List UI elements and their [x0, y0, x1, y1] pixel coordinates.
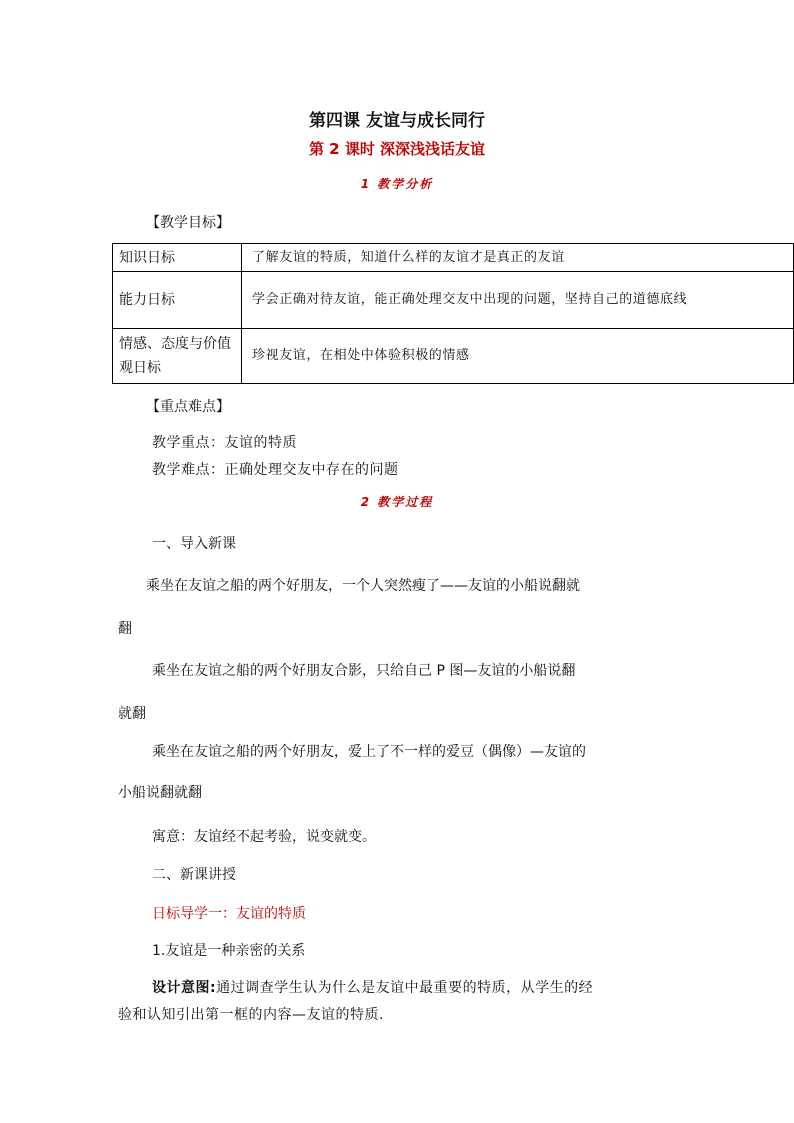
- table-row: [113, 272, 794, 329]
- intro-paragraph-1: 乘坐在友谊之船的两个好朋友，一个人突然瘦了——友谊的小船说翻就: [146, 578, 580, 594]
- table-row: [113, 329, 794, 384]
- design-intent-line-1: [152, 977, 593, 997]
- section-heading-analysis: 1 教学分析: [360, 177, 434, 191]
- guide-title: 日标导学一：友谊的特质: [152, 906, 306, 922]
- lesson-heading: 二、新课讲授: [152, 867, 236, 883]
- lesson-subtitle: 第 2 课时 深深浅浅话友谊: [308, 140, 486, 158]
- page-title: 第四课 友谊与成长同行: [309, 111, 485, 131]
- goal-value-cell: 珍视友谊，在相处中体验积极的情感: [242, 329, 794, 384]
- intro-paragraph-2-cont: 就翻: [118, 706, 146, 722]
- goal-value-cell: 学会正确对待友谊，能正确处理交友中出现的问题，坚持自己的道德底线: [242, 272, 794, 329]
- design-intent-text: 通过调查学生认为什么是友谊中最重要的特质，从学生的经: [216, 980, 594, 996]
- table-row: [113, 244, 794, 272]
- intro-moral: 寓意：友谊经不起考验，说变就变。: [152, 829, 376, 845]
- intro-paragraph-3: 乘坐在友谊之船的两个好朋友，爱上了不一样的爱豆（偶像）—友谊的: [152, 744, 586, 760]
- intro-paragraph-1-cont: 翻: [118, 621, 132, 637]
- teaching-focus: 教学重点：友谊的特质: [152, 435, 297, 451]
- section-heading-process: 2 教学过程: [360, 495, 434, 509]
- intro-paragraph-2: 乘坐在友谊之船的两个好朋友合影，只给自己 P 图—友谊的小船说翻: [152, 663, 576, 679]
- goal-key-cell: 情感、态度与价值观日标: [113, 329, 242, 384]
- goal-value-cell: 了解友谊的特质，知道什么样的友谊才是真正的友谊: [242, 244, 794, 272]
- design-intent-label: 设计意图:: [152, 980, 217, 996]
- teaching-goals-label: 【教学目标】: [146, 215, 230, 231]
- teaching-goals-table: [112, 243, 794, 384]
- goal-key-cell: 知识日标: [113, 244, 242, 272]
- intro-heading: 一、导入新课: [152, 536, 236, 552]
- design-intent-line-2: 验和认知引出第一框的内容—友谊的特质.: [118, 1007, 384, 1023]
- teaching-difficulty: 教学难点：正确处理交友中存在的问题: [152, 462, 399, 478]
- intro-paragraph-3-cont: 小船说翻就翻: [118, 785, 202, 801]
- point-friendship-intimate: 1.友谊是一种亲密的关系: [152, 943, 306, 959]
- goal-key-cell: 能力日标: [113, 272, 242, 329]
- key-points-label: 【重点难点】: [146, 399, 230, 415]
